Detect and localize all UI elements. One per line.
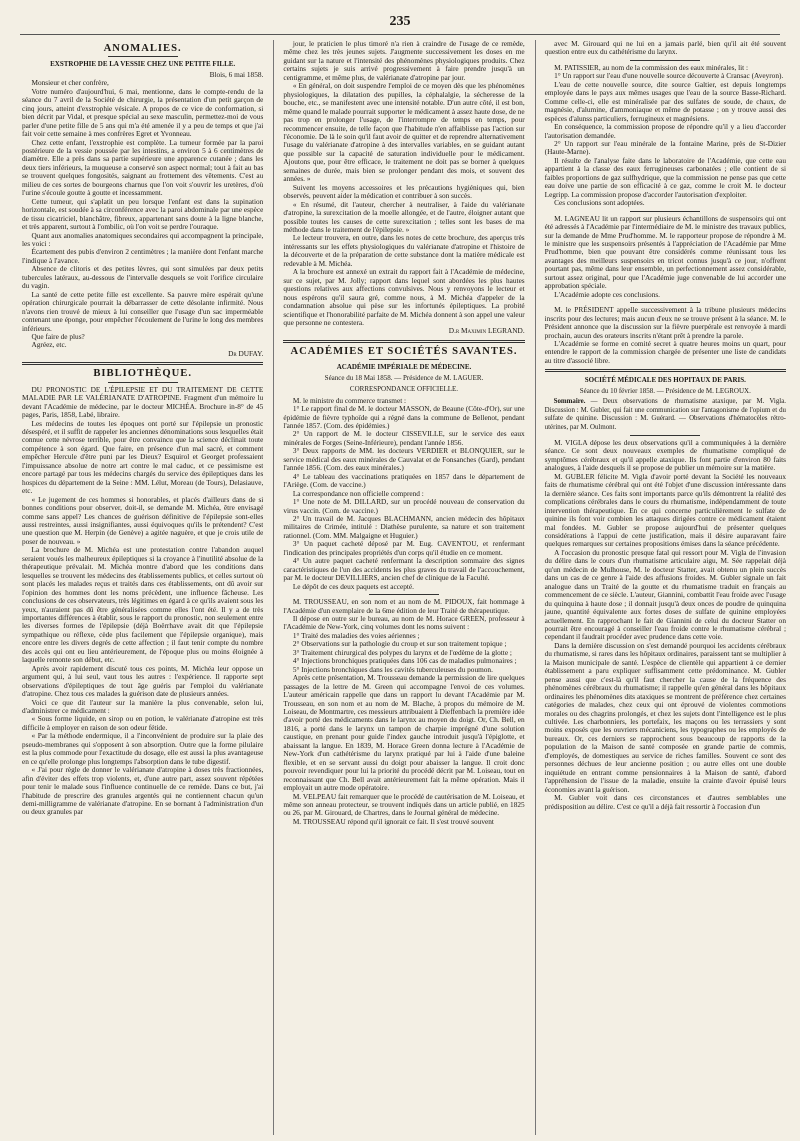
separator bbox=[630, 60, 700, 61]
paragraph: M. TROUSSEAU, en son nom et au nom de M. PIDOUX, fait hommage à l'Académie d'un exemplaire de la 6me édition de leur Traité de thérapeutique. bbox=[283, 597, 525, 615]
session-line: Séance du 18 Mai 1858. — Présidence de M. LAGUER. bbox=[324, 373, 484, 382]
columns bbox=[22, 40, 786, 1135]
paragraph: Le lecteur trouvera, en outre, dans les notes de cette brochure, des aperçus très intéressants sur les effets physiologiques du valérianate d'atropine et l'histoire de la découverte et de la préparation de cette substance dont la matière médicale est redevable à M. Michéa. bbox=[283, 233, 525, 268]
title-rule bbox=[369, 359, 439, 360]
paragraph: M. VELPEAU fait remarquer que le procédé de cautérisation de M. Loiseau, et même son anneau protecteur, se trouvent indiqués dans un article publié, en 1825 ou 26, par M. Girouard, de Chartres, dans le Journal général de médecine. bbox=[283, 791, 525, 818]
paragraph: 4° Injections bronchiques pratiquées dans 106 cas de maladies pulmonaires ; bbox=[292, 656, 517, 666]
paragraph: M. VIGLA dépose les deux observations qu'il a communiquées à la dernière séance. Ce sont deux nouveaux exemples de rhumatisme compliqué de symptômes cérébraux et qu'il appelle ataxique. Ils font partie d'environ 80 faits analogues, à l'aide desquels il se propose de publier un mémoire sur la matière. bbox=[544, 438, 786, 473]
paragraph: En conséquence, la commission propose de répondre qu'il y a lieu d'accorder l'autorisation demandée. bbox=[544, 122, 786, 140]
paragraph: La santé de cette petite fille est excellente. Sa pauvre mère espérait qu'une opération chirurgicale pourrait la débarrasser de cette désolante infirmité. Nous n'avons rien trouvé de mieux à lui conseiller que l'usage d'un sac imperméable contenant une éponge, pour empêcher l'écoulement de l'urine le long des membres inférieurs. bbox=[22, 289, 264, 333]
summary-label: Sommaire. bbox=[553, 398, 586, 406]
paragraph: Ces conclusions sont adoptées. bbox=[554, 198, 645, 208]
paragraph: 2° Observations sur la pathologie du croup et sur son traitement topique ; bbox=[292, 639, 507, 649]
salutation: Monsieur et cher confrère, bbox=[31, 78, 109, 88]
paragraph: M. le ministre du commerce transmet : bbox=[292, 395, 407, 405]
paragraph: Votre numéro d'aujourd'hui, 6 mai, mentionne, dans le compte-rendu de la séance du 7 avril de la Société de chirurgie, la présentation d'un petit garçon de cinq jours, atteint d'exstrophie vésicale. A propos de ce vice de conformation, si bien décrit par Vidal, et presque spécial au sexe masculin, permettez-moi de vous parler d'une petite fille de 5 ans qui m'a été amenée il y a peu de temps et que j'ai fait voir cette semaine à mes confrères Egret et Yvonneau. bbox=[22, 86, 264, 139]
paragraph: M. GUBLER félicite M. Vigla d'avoir porté devant la Société les nouveaux faits de rhumatisme cérébral qui ont été l'objet d'une discussion intéressante dans la dernière séance. Ces faits sont importants parce qu'ils démontrent la réalité des complications cérébrales dans le cours du rhumatisme, indépendamment de toute intervention thérapeutique. En ce qui concerne particulièrement le sulfate de quinine ils font voir combien les attaques dirigées contre ce médicament étaient mal fondées. M. Gubler se propose aujourd'hui de présenter quelques considérations à l'appui de cette justification, mais il désire auparavant faire quelques remarques sur certaines propositions émises dans la séance précédente. bbox=[544, 471, 786, 549]
paragraph: 1° Un rapport sur l'eau d'une nouvelle source découverte à Cransac (Aveyron). bbox=[554, 71, 784, 81]
title-rule bbox=[108, 382, 178, 383]
paragraph: 2° Un rapport de M. le docteur CISSEVILLE, sur le service des eaux minérales de Forges (Seine-Inférieure), pendant l'année 1856. bbox=[283, 429, 525, 447]
closing: Que faire de plus? bbox=[31, 331, 85, 341]
paragraph: 2° Un travail de M. Jacques BLACHMANN, ancien médecin des hôpitaux militaires de Crimée, intitulé : Diathèse purulente, sa nature et son traitement rationnel. (Com. MM. Malgaigne et Huguier.) bbox=[283, 514, 525, 540]
paragraph: 3° Un paquet cacheté déposé par M. Eug. CAVENTOU, et renfermant l'indication des principales propriétés d'un corps qu'il étudie en ce moment. bbox=[283, 539, 525, 557]
section-divider bbox=[22, 362, 263, 365]
paragraph: Quant aux anomalies anatomiques secondaires qui accompagnent la principale, les voici : bbox=[22, 230, 264, 248]
paragraph: Cette tumeur, qui s'aplatit un peu lorsque l'enfant est dans la supination horizontale, est soudée à sa circonférence avec la paroi abdominale par une espèce de tissu cicatriciel, blanchâtre, fibreux, appartenant sans doute à la ligne blanche, et très apparent, surtout à l'ombilic, où l'on voit se perdre l'ouraque. bbox=[22, 196, 264, 232]
paragraph: jour, le praticien le plus timoré n'a rien à craindre de l'usage de ce remède, même chez les très jeunes sujets. J'augmente successivement les doses en me guidant sur la nature et l'intensité des phénomènes physiologiques produits. Chez certains sujets je suis arrivé progressivement à faire prendre jusqu'à un centigramme, et même plus, de valérianate d'atropine par jour. bbox=[283, 40, 525, 82]
section-title-anomalies: ANOMALIES. bbox=[103, 43, 182, 54]
society-title: SOCIÉTÉ MÉDICALE DES HOPITAUX DE PARIS. bbox=[584, 376, 746, 385]
article-title: EXSTROPHIE DE LA VESSIE CHEZ UNE PETITE FILLE. bbox=[50, 60, 236, 69]
paragraph: 4° Le tableau des vaccinations pratiquées en 1857 dans le département de l'Ariège. (Com. de vaccine.) bbox=[283, 471, 525, 490]
paragraph: La brochure de M. Michéa est une protestation contre l'abandon auquel seraient voués les malheureux épileptiques si la croyance à l'inutilité absolue de la thérapeutique prévalait. M. Michéa montre d'abord que les conditions dans lesquelles se trouvent les médecins des établissements publics, et celles surtout où sont placés les malades reçus et traités dans ces établissements, ont dû avoir sur l'opinion des hommes dont les noms précèdent, une influence fâcheuse. Les conclusions de ces observateurs, très légitimes en égard à ce qu'ils avaient sous les yeux, n'auraient pas dû être généralisées comme elles l'ont été. Il y a de très importantes différences à établir, sous le rapport du pronostic, non seulement entre les diverses formes de l'épilepsie (déjà Boërrhave avait dit que l'épilepsie sympathique ou réflexe, cède plus facilement que l'épilepsie organique), mais encore entre les divers degrés de cette affection ; il faut tenir compte du nombre des accès qui ont eu lieu antérieurement, de l'époque plus ou moins éloignée à laquelle remonte son début, etc. bbox=[22, 545, 264, 665]
paragraph: Absence de clitoris et des petites lèvres, qui sont simulées par deux petits tubercules latéraux, au-dessous de l'intervalle desquels se voit l'orifice circulaire du vagin. bbox=[22, 264, 264, 291]
paragraph: Il dépose en outre sur le bureau, au nom de M. Horace GREEN, professeur à l'Académie de New-York, cinq volumes dont les noms suivent : bbox=[283, 614, 525, 632]
column-left bbox=[22, 40, 263, 1135]
paragraph: M. LAGNEAU lit un rapport sur plusieurs échantillons de suspensoirs qui ont été adressés à l'Académie par l'intermédiaire de M. le ministre des travaux publics, sur la demande de Mme Prud'homme. M. le rapporteur propose de répondre à M. le ministre que les suspensoirs présentés à l'appréciation de l'Académie par Mme Prud'homme, bien que pouvant être considérés comme réunissant tous les avantages des meilleurs suspensoirs en tricot connus jusqu'à ce jour, n'offrent pourtant pas, même dans leur ensemble, un perfectionnement assez considérable, surtout assez original, pour que l'Académie juge convenable de lui accorder une approbation spéciale. bbox=[544, 213, 786, 291]
paragraph: « Par la méthode endermique, il a l'inconvénient de produire sur la plaie des pseudo-membranes qui s'opposent à son absorption. Outre que la forme pilulaire est la plus commode pour l'exactitude du dosage, elle est aussi la plus avantageuse en ce qu'elle prolonge plus longtemps l'absorption dans le tube digestif. bbox=[22, 731, 264, 766]
paragraph: 1° Traité des maladies des voies aériennes ; bbox=[292, 630, 420, 640]
summary bbox=[545, 398, 786, 432]
paragraph: Suivent les moyens accessoires et les précautions hygiéniques qui, bien observés, peuvent aider la médication et contribuer à son succès. bbox=[283, 182, 525, 201]
paragraph: 1° Une note de M. DILLARD, sur un procédé nouveau de conservation du virus vaccin. (Com. de vaccine.) bbox=[283, 497, 525, 515]
separator bbox=[630, 211, 700, 212]
paragraph: 1° Le rapport final de M. le docteur MASSON, de Beaune (Côte-d'Or), sur une épidémie de fièvre typhoïde qui a régné dans la commune de Bellenot, pendant l'année 1857. (Com. des épidémies.) bbox=[283, 404, 525, 431]
column-middle bbox=[273, 40, 524, 1135]
dateline: Blois, 6 mai 1858. bbox=[209, 69, 264, 79]
paragraph: L'Académie se forme en comité secret à quatre heures moins un quart, pour entendre le rapport de la commission chargée de présenter une liste de candidats au titre d'associé libre. bbox=[544, 338, 786, 365]
correspondence-header: CORRESPONDANCE OFFICIELLE. bbox=[349, 385, 459, 394]
paragraph: L'eau de cette nouvelle source, dite source Galtier, est depuis longtemps employée dans le pays aux mêmes usages que l'eau de la source Basse-Richard. Comme celle-ci, elle est minéralisée par des sulfates de soude, de chaux, de magnésie, d'alumine, d'ammoniaque et même de potasse ; on y trouve aussi des espèces d'alunss particuliers, ferrugineux et magnésiens. bbox=[544, 79, 786, 123]
header-rule bbox=[20, 34, 780, 35]
section-divider bbox=[545, 369, 786, 372]
separator bbox=[630, 435, 700, 436]
paragraph: Après avoir rapidement discuté tous ces points, M. Michéa leur oppose un argument qui, à lui seul, vaut tous les autres : l'expérience. Il rapporte sept observations d'épileptiques de tout âge guéris par l'emploi du valérianate d'atropine. Chez tous ces malades la guérison date de plusieurs années. bbox=[22, 663, 264, 699]
paragraph: M. le PRÉSIDENT appelle successivement à la tribune plusieurs médecins inscrits pour des lectures; mais aucun d'eux ne se trouve présent à la séance. M. le Président annonce que la discussion sur la fièvre puerpérale est renvoyée à mardi prochain, aucun des orateurs inscrits n'étant prêt à prendre la parole. bbox=[544, 305, 786, 340]
paragraph: avec M. Girouard qui ne lui en a jamais parlé, bien qu'il ait été souvent question entre eux du cathétérisme du larynx. bbox=[544, 40, 786, 57]
paragraph: Les médecins de toutes les époques ont porté sur l'épilepsie un pronostic désespéré, et il suffit de rappeler les anciennes dénominations sous lesquelles était connue cette névrose terrible, pour être convaincu que la science déclinait toute compétence à son égard. Que faire, en présence d'un mal sacré, et comment empêcher Hercule d'être puni par les Dieux? Esquirol et Georget professaient l'impuissance absolue de notre art contre le mal caduc, et ce pessimisme est encore partagé par tous les médecins chargés du service des épileptiques dans les hospices du département de la Seine : MM. Lélut, Moreau (de Tours), Delasiauve, etc. bbox=[22, 418, 264, 496]
paragraph: « Sous forme liquide, en sirop ou en potion, le valérianate d'atropine est très difficile à employer en raison de son odeur fétide. bbox=[22, 714, 264, 732]
section-title-bibliotheque: BIBLIOTHÈQUE. bbox=[93, 368, 192, 380]
paragraph: « En résumé, dit l'auteur, chercher à neutraliser, à l'aide du valérianate d'atropine, la surexcitation de la moelle allongée, et de l'autre, éloigner autant que possible toutes les causes de cette surexcitation ; telles sont les bases de ma méthode dans le traitement de l'épilepsie. » bbox=[283, 199, 525, 234]
paragraph: 3° Traitement chirurgical des polypes du larynx et de l'œdème de la glotte ; bbox=[292, 647, 512, 657]
paragraph: Le dépôt de ces deux paquets est accepté. bbox=[292, 581, 414, 591]
separator bbox=[630, 302, 700, 303]
paragraph: 4° Un autre paquet cacheté renfermant la description sommaire des signes caractéristiques de l'un des accidents les plus graves du travail de l'accouchement, par M. le docteur DEVILLIERS, ancien chef de clinique de la Faculté. bbox=[283, 556, 525, 583]
paragraph: Après cette présentation, M. Trousseau demande la permission de lire quelques passages de la lettre de M. Green qui accompagne l'envoi de ces volumes. L'auteur américain rappelle que dans un rapport lu devant l'Académie par M. Trousseau, en son nom et au nom de M. Blache, à propos du mémoire de M. Loiseau, de Montmartre, ces messieurs attribuaient à Dieffenbach la première idée d'avoir porté des médicaments dans le larynx au moyen du doigt. Or, Ch. Bell, en 1816, a porté dans le larynx un tampon de charpie imprégné d'une solution caustique, en prenant pour guide l'index gauche introduit jusqu'à l'épiglotte, et abaissant la langue. En 1839, M. Horace Green donna lecture à l'Académie de New-York d'un cathétérisme du larynx pratiqué par lui à l'aide d'une baleine flexible, et en se servant aussi du doigt pour abaisser la langue. Il croit donc pouvoir revendiquer pour lui la priorité du procédé décrit par M. Loiseau, tout en reconnaissant que Ch. Bell avait antérieurement fait la même opération. Mais il employait un autre mode opératoire. bbox=[283, 673, 525, 793]
signature: Dr DUFAY. bbox=[228, 348, 264, 358]
paragraph: A l'occasion du pronostic presque fatal qui ressort pour M. Vigla de l'invasion du délire dans le cours d'un rhumatisme articulaire aigu, M. Sée rappelait déjà qu'un médecin de Mulhouse, M. le docteur Statter, avait obtenu un plein succès dans un cas de ce genre à l'aide des affusions froides. M. Gubler signale un fait analogue dans un Traité de la goutte et du rhumatisme traduit en français au commencement de ce siècle. L'auteur, Giannini, combattit l'eau froide avec l'usage du quinquina à haute dose ; il donnait jusqu'à deux onces de poudre de quinquina jaune, quantité équivalente aux fortes doses de sulfate de quinine employées actuellement. En rapprochant le fait de Giannini de celui du docteur Statter on pourrait être encouragé à conseiller l'eau froide contre le rhumatisme cérébral ; cependant il faudrait procéder avec prudence dans cette voie. bbox=[544, 547, 786, 642]
signature: D.r Maximin LEGRAND. bbox=[448, 326, 525, 336]
paragraph: M. PATISSIER, au nom de la commission des eaux minérales, lit : bbox=[554, 62, 749, 72]
column-right bbox=[535, 40, 786, 1135]
section-title-academies: ACADÉMIES ET SOCIÉTÉS SAVANTES. bbox=[290, 345, 518, 357]
section-divider bbox=[283, 340, 524, 343]
paragraph: M. Gubler voit dans ces circonstances et d'autres semblables une prédisposition au délire. C'est ce qu'il a déjà fait ressortir à l'occasion d'un bbox=[544, 793, 786, 811]
paragraph: A la brochure est annexé un extrait du rapport fait à l'Académie de médecine, sur ce sujet, par M. Jolly; rapport dans lequel sont abordées les plus hautes questions relatives aux affections convulsives. Nous y renvoyons le lecteur et nous espérons qu'il saura gré, comme nous, à M. Michéa d'appeler de la condamnation absolue qui pèse sur les infortunés épileptiques. La probité scientifique et l'honorabilité parfaite de M. Michéa donnent à son appel une valeur que personne ne contestera. bbox=[283, 267, 525, 327]
closing: Agréez, etc. bbox=[31, 340, 67, 350]
page-number: 235 bbox=[389, 14, 411, 29]
society-session: Séance du 10 février 1858. — Présidence de M. LEGROUX. bbox=[579, 386, 751, 395]
paragraph: « En général, on doit suspendre l'emploi de ce moyen dès que les phénomènes physiologiques, la dilatation des pupilles, la céphalalgie, la sécheresse de la bouche, etc., se manifestent avec une intensité notable. D'un autre côté, il est bon, même quand le malade pourrait supporter le médicament à assez haute dose, de ne pas trop en prolonger l'usage, de l'interrompre de temps en temps, pour recommencer ensuite, de telle façon que l'habitude n'en affaiblisse pas l'action sur l'économie. De là le soin qu'il faut avoir de quitter et de reprendre alternativement l'usage du valérianate d'atropine à des intervalles variables, en se guidant autant que possible sur la capacité de saturation individuelle pour le médicament. Ajoutons que, pour être efficace, le traitement ne doit pas se borner à quelques semaines de durée, mais bien se prolonger pendant des mois, et souvent des années. » bbox=[283, 81, 525, 184]
paragraph: Chez cette enfant, l'exstrophie est complète. La tumeur formée par la paroi postérieure de la vessie poussée par les intestins, a environ 5 à 6 centimètres de diamètre. Elle a près dans sa partie supérieure une apparence cutanée ; dans les deux tiers inférieurs, la muqueuse a conservé son aspect normal; tout à fait au bas se trouvent quelques fongosités, saignant au frottement des vêtements. C'est au milieu de ces sortes de bourgeons charnus que l'on voit s'ouvrir les uretères, d'où l'urine s'écoule goutte à goutte et incessamment. bbox=[22, 137, 264, 198]
title-rule bbox=[108, 56, 178, 57]
paragraph: 3° Deux rapports de MM. les docteurs VERDIER et BLONQUIER, sur le service médical des eaux minérales de Cauvalat et de Fonsanches (Gard), pendant l'année 1856. (Com. des eaux minérales.) bbox=[283, 446, 525, 473]
academy-name: ACADÉMIE IMPÉRIALE DE MÉDECINE. bbox=[336, 363, 472, 372]
summary-text: — Deux observations de rhumatisme ataxique, par M. Vigla. Discussion : M. Gubler, qui fait une communication sur l'antagonisme de l'opium et du sulfate de quinine. Discussion : M. Guérard. — Observations d'hématocèles rétro-utérines, par M. Oulmont. bbox=[544, 398, 786, 431]
paragraph: M. TROUSSEAU répond qu'il ignorait ce fait. Il s'est trouvé souvent bbox=[292, 816, 494, 826]
paragraph: « J'ai pour règle de donner le valérianate d'atropine à doses très fractionnées, afin d'éviter des effets trop violents, et, d'une autre part, assez souvent répétées pour tenir le malade sous l'influence continuelle de ce remède. Dans ce but, j'ai l'habitude de prescrire des granules argentés qui ne contiennent chacun qu'un demi-milligramme de valérianate d'atropine. En se bornant à l'administration d'un ou deux granules par bbox=[22, 765, 264, 817]
paragraph: 5° Injections bronchiques dans les cavités tuberculeuses du poumon. bbox=[292, 664, 493, 674]
paragraph: L'Académie adopte ces conclusions. bbox=[554, 289, 661, 299]
paragraph: Écartement des pubis d'environ 2 centimètres ; la manière dont l'enfant marche l'indique à l'avance. bbox=[22, 247, 264, 265]
paragraph: « Le jugement de ces hommes si honorables, et placés d'ailleurs dans de si bonnes conditions pour observer, doit-il, se demande M. Michéa, être envisagé comme sans appel? Les chances de guérison définitive de l'épilepsie sont-elles aussi restreintes, aussi insignifiantes, aussi équivoques qu'ils le prétendent? C'est une question que M. Herpin (de Genève) a agitée naguère, et que je crois utile de poser de nouveau. » bbox=[22, 494, 264, 546]
separator bbox=[369, 594, 439, 595]
paragraph: Voici ce que dit l'auteur sur la manière la plus convenable, selon lui, d'administrer ce médicament : bbox=[22, 697, 264, 715]
paragraph: La correspondance non officielle comprend : bbox=[292, 488, 424, 498]
paragraph: Il résulte de l'analyse faite dans le laboratoire de l'Académie, que cette eau appartient à la classe des eaux ferrugineuses carbonatées ; elle contient de si faibles proportions de gaz sulfhydrique, que la commission ne pense pas que cette eau doive une partie de son efficacité à ce gaz, comme le croit M. le docteur Legripp. La commission propose d'accorder l'autorisation d'exploiter. bbox=[544, 155, 786, 199]
review-title: DU PRONOSTIC DE L'ÉPILEPSIE ET DU TRAITEMENT DE CETTE MALADIE PAR LE VALÉRIANATE D'ATROPINE. Fragment d'un mémoire lu devant l'Académie de médecine, par le docteur MICHÉA. Brochure in-8° de 45 pages, Paris, 1858, Labé, libraire. bbox=[22, 384, 264, 420]
paragraph: Dans la dernière discussion on s'est demandé pourquoi les accidents cérébraux du rhumatisme, si rares dans les hôpitaux ordinaires, paraissent tant se multiplier à la Maison municipale de santé. L'espèce de clientèle qui appartient à ce dernier établissement a paru expliquer suffisamment cette prédominance. M. Gubler pense aussi que c'est-là qu'il faut chercher la cause de la fréquence des phénomènes cérébraux du rhumatisme; il rappelle qu'en général dans les hôpitaux ordinaires les phénomènes dits ataxiques se montrent de préférence chez certaines catégories de malades, chez ceux qui ont éprouvé de violentes commotions morales ou des chagrins prolongés, et chez les sujets dont l'intelligence est le plus cultivée. Les charbonniers, les portefaix, les maçons ou les terrassiers y sont moins exposés que les ouvriers mécaniciens, les typographes ou les employés de bureaux. Or, ces derniers se rapprochent sous beaucoup de rapports de la population de la Maison de santé composée en grande partie de commis, d'employés, de domestiques au service de riches familles. Souvent ce sont des personnes déchues de leur ancienne position ; ou autre elles ont une double inquiétude en entrant comme pensionnaires à la Maison de santé, d'abord l'appréhension de l'issue de la maladie, ensuite la crainte d'avoir épuisé leurs économies avant la guérison. bbox=[544, 640, 786, 794]
paragraph: 2° Un rapport sur l'eau minérale de la fontaine Marine, près de St-Dizier (Haute-Marne). bbox=[544, 138, 786, 157]
